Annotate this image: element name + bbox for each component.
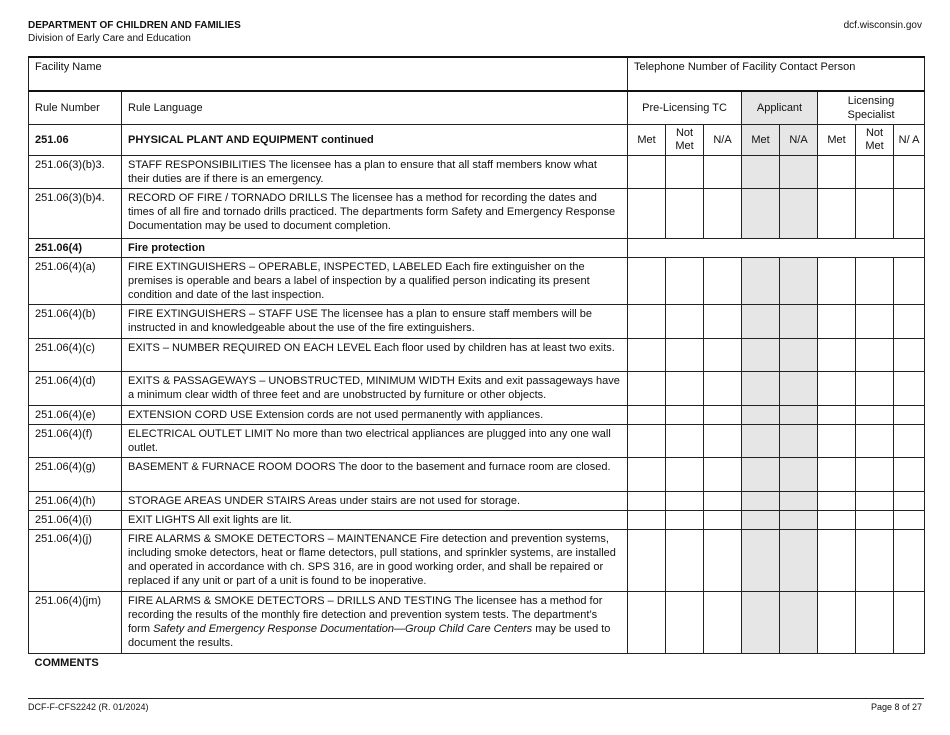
pre-met-checkbox[interactable] (628, 372, 666, 406)
ls-na-checkbox[interactable] (894, 156, 925, 189)
website: dcf.wisconsin.gov (843, 20, 922, 31)
rule-row (29, 156, 925, 189)
pre-met-checkbox[interactable] (628, 425, 666, 458)
app-met-header: Met (742, 125, 780, 156)
section-row (29, 125, 925, 156)
app-met-checkbox[interactable] (742, 305, 780, 339)
pre-met-checkbox[interactable] (628, 492, 666, 511)
rule-number: 251.06(4)(i) (29, 511, 122, 530)
pre-met-checkbox[interactable] (628, 406, 666, 425)
rule-number: 251.06(4)(d) (29, 372, 122, 406)
pre-met-checkbox[interactable] (628, 339, 666, 372)
app-met-checkbox[interactable] (742, 339, 780, 372)
ls-na-checkbox[interactable] (894, 530, 925, 592)
rule-row (29, 458, 925, 492)
app-met-checkbox[interactable] (742, 406, 780, 425)
ls-not-met-checkbox[interactable] (856, 305, 894, 339)
rule-text: STORAGE AREAS UNDER STAIRS Areas under stairs are not used for storage. (122, 492, 628, 511)
section-title: PHYSICAL PLANT AND EQUIPMENT continued (122, 125, 628, 156)
pre-not-met-checkbox[interactable] (666, 258, 704, 305)
app-na-checkbox[interactable] (780, 372, 818, 406)
rule-text: FIRE EXTINGUISHERS – OPERABLE, INSPECTED, LABELED Each fire extinguisher on the premises is operable and bears a label of inspection by a qualified person indicating its present condition and date of the last inspection. (122, 258, 628, 305)
app-met-checkbox[interactable] (742, 156, 780, 189)
rule-text: EXITS & PASSAGEWAYS – UNOBSTRUCTED, MINIMUM WIDTH Exits and exit passageways have a minimum clear width of three feet and are unobstructed by furniture or other objects. (122, 372, 628, 406)
pre-met-checkbox[interactable] (628, 511, 666, 530)
app-met-checkbox[interactable] (742, 511, 780, 530)
pre-na-checkbox[interactable] (704, 305, 742, 339)
app-met-checkbox[interactable] (742, 492, 780, 511)
pre-na-checkbox[interactable] (704, 530, 742, 592)
rule-text: ELECTRICAL OUTLET LIMIT No more than two electrical appliances are plugged into any one wall outlet. (122, 425, 628, 458)
rule-text: STAFF RESPONSIBILITIES The licensee has a plan to ensure that all staff members know what their duties are if there is an emergency. (122, 156, 628, 189)
rule-number: 251.06(4)(e) (29, 406, 122, 425)
app-na-checkbox[interactable] (780, 458, 818, 492)
rule-number: 251.06(4)(f) (29, 425, 122, 458)
rule-row (29, 258, 925, 305)
pre-met-checkbox[interactable] (628, 592, 666, 654)
pre-met-checkbox[interactable] (628, 530, 666, 592)
ls-met-checkbox[interactable] (818, 372, 856, 406)
ls-na-checkbox[interactable] (894, 406, 925, 425)
app-met-checkbox[interactable] (742, 189, 780, 239)
telephone-label: Telephone Number of Facility Contact Person (634, 61, 856, 73)
pre-na-checkbox[interactable] (704, 258, 742, 305)
ls-not-met-checkbox[interactable] (856, 372, 894, 406)
ls-met-checkbox[interactable] (818, 425, 856, 458)
ls-met-checkbox[interactable] (818, 492, 856, 511)
rule-checklist-table (28, 56, 925, 672)
ls-met-checkbox[interactable] (818, 458, 856, 492)
section-number: 251.06 (29, 125, 122, 156)
rule-row (29, 592, 925, 654)
app-met-checkbox[interactable] (742, 458, 780, 492)
ls-not-met-checkbox[interactable] (856, 189, 894, 239)
pre-not-met-checkbox[interactable] (666, 372, 704, 406)
rule-text: EXITS – NUMBER REQUIRED ON EACH LEVEL Each floor used by children has at least two exits. (122, 339, 628, 372)
pre-na-checkbox[interactable] (704, 592, 742, 654)
rule-row (29, 492, 925, 511)
ls-na-checkbox[interactable] (894, 258, 925, 305)
pre-not-met-checkbox[interactable] (666, 305, 704, 339)
app-met-checkbox[interactable] (742, 372, 780, 406)
ls-na-checkbox[interactable] (894, 492, 925, 511)
rule-text: BASEMENT & FURNACE ROOM DOORS The door to the basement and furnace room are closed. (122, 458, 628, 492)
pre-met-checkbox[interactable] (628, 305, 666, 339)
app-na-checkbox[interactable] (780, 339, 818, 372)
pre-not-met-checkbox[interactable] (666, 406, 704, 425)
rule-text-part: may be used to document the results. (128, 623, 611, 649)
app-na-checkbox[interactable] (780, 305, 818, 339)
department-name: DEPARTMENT OF CHILDREN AND FAMILIES (28, 20, 241, 31)
ls-met-checkbox[interactable] (818, 305, 856, 339)
pre-na-header: N/A (704, 125, 742, 156)
form-id: DCF-F-CFS2242 (R. 01/2024) (28, 702, 149, 712)
page-number: Page 8 of 27 (870, 702, 922, 712)
ls-na-checkbox[interactable] (894, 511, 925, 530)
col-licensing-specialist: Licensing Specialist (818, 91, 925, 125)
rule-number: 251.06(4)(h) (29, 492, 122, 511)
pre-not-met-checkbox[interactable] (666, 339, 704, 372)
pre-na-checkbox[interactable] (704, 339, 742, 372)
app-na-checkbox[interactable] (780, 511, 818, 530)
ls-not-met-checkbox[interactable] (856, 530, 894, 592)
rule-number: 251.06(4)(a) (29, 258, 122, 305)
pre-na-checkbox[interactable] (704, 425, 742, 458)
ls-na-checkbox[interactable] (894, 372, 925, 406)
app-na-checkbox[interactable] (780, 492, 818, 511)
pre-na-checkbox[interactable] (704, 372, 742, 406)
division-name: Division of Early Care and Education (28, 33, 191, 44)
ls-not-met-header: Not Met (856, 125, 894, 156)
col-rule-language: Rule Language (122, 91, 628, 125)
rule-text: FIRE ALARMS & SMOKE DETECTORS – MAINTENANCE Fire detection and prevention systems, including smoke detectors, heat or flame detectors, pull stations, and sprinkler systems, are installed and operated in accordance with ch. SPS 316, are in good working order, and shall be repaired or replaced if any unit or part of a unit is found to be inoperative. (122, 530, 628, 592)
ls-not-met-checkbox[interactable] (856, 592, 894, 654)
ls-not-met-checkbox[interactable] (856, 258, 894, 305)
pre-na-checkbox[interactable] (704, 189, 742, 239)
pre-met-checkbox[interactable] (628, 258, 666, 305)
pre-not-met-header: Not Met (666, 125, 704, 156)
rule-number: 251.06(4)(c) (29, 339, 122, 372)
rule-text: RECORD OF FIRE / TORNADO DRILLS The licensee has a method for recording the dates and times of all fire and tornado drills practiced. The departments form Safety and Emergency Response Documentation may be used to document completion. (122, 189, 628, 239)
ls-met-checkbox[interactable] (818, 511, 856, 530)
comments-field[interactable] (29, 654, 925, 673)
ls-not-met-checkbox[interactable] (856, 492, 894, 511)
ls-met-checkbox[interactable] (818, 339, 856, 372)
footer-divider (28, 698, 924, 699)
pre-not-met-checkbox[interactable] (666, 189, 704, 239)
pre-met-checkbox[interactable] (628, 156, 666, 189)
rule-row (29, 372, 925, 406)
subsection-title: Fire protection (122, 239, 628, 258)
pre-not-met-checkbox[interactable] (666, 458, 704, 492)
ls-na-checkbox[interactable] (894, 458, 925, 492)
pre-met-checkbox[interactable] (628, 189, 666, 239)
pre-met-header: Met (628, 125, 666, 156)
app-na-header: N/A (780, 125, 818, 156)
ls-na-checkbox[interactable] (894, 305, 925, 339)
rule-row (29, 425, 925, 458)
ls-na-header: N/ A (894, 125, 925, 156)
app-met-checkbox[interactable] (742, 258, 780, 305)
pre-not-met-checkbox[interactable] (666, 425, 704, 458)
ls-not-met-checkbox[interactable] (856, 339, 894, 372)
pre-na-checkbox[interactable] (704, 406, 742, 425)
ls-met-checkbox[interactable] (818, 189, 856, 239)
pre-na-checkbox[interactable] (704, 492, 742, 511)
rule-row (29, 339, 925, 372)
ls-not-met-checkbox[interactable] (856, 511, 894, 530)
ls-met-checkbox[interactable] (818, 258, 856, 305)
subsection-blank (628, 239, 925, 258)
pre-not-met-checkbox[interactable] (666, 530, 704, 592)
form-title-italic: Safety and Emergency Response Documentation—Group Child Care Centers (153, 623, 533, 635)
pre-na-checkbox[interactable] (704, 511, 742, 530)
app-met-checkbox[interactable] (742, 530, 780, 592)
rule-number: 251.06(4)(jm) (29, 592, 122, 654)
rule-row (29, 189, 925, 239)
ls-met-checkbox[interactable] (818, 592, 856, 654)
pre-not-met-checkbox[interactable] (666, 592, 704, 654)
pre-not-met-checkbox[interactable] (666, 156, 704, 189)
subsection-row (29, 239, 925, 258)
pre-na-checkbox[interactable] (704, 458, 742, 492)
app-met-checkbox[interactable] (742, 425, 780, 458)
app-na-checkbox[interactable] (780, 156, 818, 189)
telephone-field[interactable] (628, 57, 925, 91)
ls-na-checkbox[interactable] (894, 339, 925, 372)
col-applicant: Applicant (742, 91, 818, 125)
app-na-checkbox[interactable] (780, 425, 818, 458)
pre-not-met-checkbox[interactable] (666, 511, 704, 530)
facility-name-field[interactable] (29, 57, 628, 91)
pre-na-checkbox[interactable] (704, 156, 742, 189)
rule-number: 251.06(4)(b) (29, 305, 122, 339)
rule-row (29, 511, 925, 530)
rule-row (29, 305, 925, 339)
rule-row (29, 406, 925, 425)
facility-row (29, 57, 925, 91)
app-na-checkbox[interactable] (780, 189, 818, 239)
ls-not-met-checkbox[interactable] (856, 458, 894, 492)
page-header-left (28, 20, 241, 44)
app-met-checkbox[interactable] (742, 592, 780, 654)
rule-number: 251.06(4)(j) (29, 530, 122, 592)
rule-number: 251.06(3)(b)3. (29, 156, 122, 189)
ls-na-checkbox[interactable] (894, 425, 925, 458)
ls-met-checkbox[interactable] (818, 406, 856, 425)
ls-not-met-checkbox[interactable] (856, 156, 894, 189)
ls-na-checkbox[interactable] (894, 189, 925, 239)
rule-text: FIRE EXTINGUISHERS – STAFF USE The licensee has a plan to ensure staff members will be instructed in and knowledgeable about the use of the fire extinguishers. (122, 305, 628, 339)
col-pre-licensing: Pre-Licensing TC (628, 91, 742, 125)
rule-number: 251.06(3)(b)4. (29, 189, 122, 239)
ls-met-checkbox[interactable] (818, 156, 856, 189)
rule-row (29, 530, 925, 592)
rule-text-part: FIRE ALARMS & SMOKE DETECTORS – DRILLS AND TESTING The licensee has a method for recording the results of the monthly fire detection and prevention system tests. The department’s form (128, 595, 603, 635)
rule-text: EXIT LIGHTS All exit lights are lit. (122, 511, 628, 530)
ls-not-met-checkbox[interactable] (856, 406, 894, 425)
rule-number: 251.06(4)(g) (29, 458, 122, 492)
rule-text: EXTENSION CORD USE Extension cords are not used permanently with appliances. (122, 406, 628, 425)
facility-name-label: Facility Name (35, 61, 102, 73)
app-na-checkbox[interactable] (780, 592, 818, 654)
pre-not-met-checkbox[interactable] (666, 492, 704, 511)
comments-row (29, 654, 925, 673)
app-na-checkbox[interactable] (780, 530, 818, 592)
ls-met-checkbox[interactable] (818, 530, 856, 592)
ls-na-checkbox[interactable] (894, 592, 925, 654)
column-header-row (29, 91, 925, 125)
app-na-checkbox[interactable] (780, 258, 818, 305)
col-rule-number: Rule Number (29, 91, 122, 125)
app-na-checkbox[interactable] (780, 406, 818, 425)
subsection-number: 251.06(4) (29, 239, 122, 258)
pre-met-checkbox[interactable] (628, 458, 666, 492)
comments-label: COMMENTS (34, 657, 99, 669)
ls-met-header: Met (818, 125, 856, 156)
ls-not-met-checkbox[interactable] (856, 425, 894, 458)
rule-text (122, 592, 628, 654)
